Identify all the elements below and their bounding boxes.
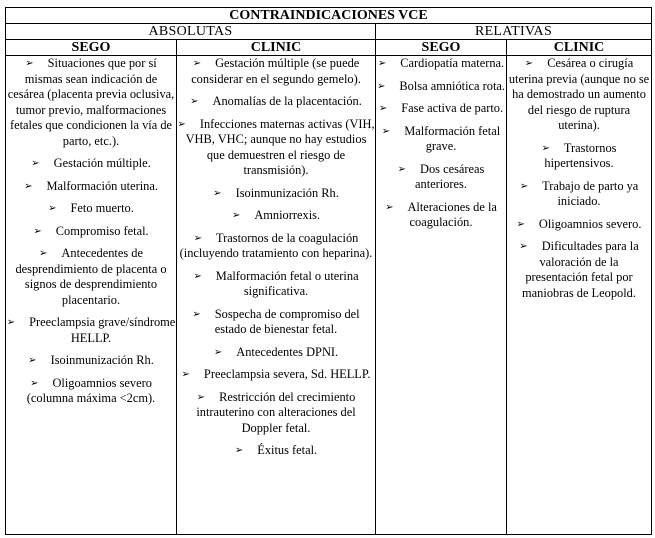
- list-item-text: Alteraciones de la coagulación.: [407, 199, 497, 229]
- list-item: [376, 162, 506, 193]
- list-relativas-clinic: [507, 56, 651, 301]
- source-row: [6, 40, 652, 56]
- cell-absolutas-clinic: [177, 56, 376, 535]
- arrowhead-bullet-icon: ➢: [378, 103, 388, 114]
- list-item-text: Restricción del crecimiento intrauterino con alteraciones del Doppler fetal.: [196, 389, 356, 435]
- list-item: [376, 101, 506, 117]
- list-item-text: Anomalías de la placentación.: [212, 94, 362, 108]
- list-item: [6, 246, 176, 308]
- list-item-text: Trastornos hipertensivos.: [544, 140, 617, 170]
- list-item: [6, 376, 176, 407]
- list-item: [177, 443, 375, 459]
- arrowhead-bullet-icon: ➢: [30, 377, 39, 389]
- list-item: [507, 141, 651, 172]
- list-item: [177, 208, 375, 224]
- list-item: [177, 367, 375, 383]
- arrowhead-bullet-icon: ➢: [397, 163, 407, 175]
- list-item: [6, 201, 176, 217]
- list-item: [507, 56, 651, 134]
- list-item: [376, 79, 506, 95]
- list-item-text: Oligoamnios severo (columna máxima <2cm).: [26, 375, 156, 405]
- arrowhead-bullet-icon: ➢: [196, 391, 206, 403]
- arrowhead-bullet-icon: ➢: [213, 187, 222, 199]
- arrowhead-bullet-icon: ➢: [234, 445, 244, 456]
- arrowhead-bullet-icon: ➢: [177, 118, 186, 130]
- list-item-text: Dificultades para la valoración de la presentación fetal por maniobras de Leopold.: [522, 239, 639, 300]
- group-row: [6, 24, 652, 40]
- list-item: [177, 345, 375, 361]
- list-item-text: Fase activa de parto.: [401, 101, 504, 115]
- list-item: [507, 179, 651, 210]
- list-item: [6, 156, 176, 172]
- arrowhead-bullet-icon: ➢: [519, 241, 528, 252]
- list-item-text: Cesárea o cirugía uterina previa (aunque no se ha demostrado un aumento del riesgo de ruptura uterina).: [508, 56, 650, 132]
- list-item-text: Amniorrexis.: [254, 208, 321, 222]
- list-item-text: Trastornos de la coagulación (incluyendo tratamiento con heparina).: [179, 230, 373, 260]
- arrowhead-bullet-icon: ➢: [6, 317, 16, 328]
- list-item-text: Cardiopatía materna.: [400, 56, 505, 70]
- header-relativas-clinic: CLINIC: [507, 40, 652, 56]
- content-row: [6, 56, 652, 535]
- list-item-text: Antecedentes de desprendimiento de placenta o signos de desprendimiento placentario.: [15, 246, 167, 307]
- arrowhead-bullet-icon: ➢: [181, 369, 190, 380]
- list-item-text: Malformación fetal o uterina significativa.: [215, 268, 359, 298]
- list-item-text: Situaciones que por sí mismas sean indicación de cesárea (placenta previa oclusiva, tumor previo, malformaciones fetales que condicionen la vía de parto, etc.).: [7, 56, 175, 148]
- contraindicaciones-table: [5, 7, 652, 535]
- title-row: [6, 8, 652, 24]
- cell-absolutas-sego: [6, 56, 177, 535]
- list-item: [177, 56, 375, 87]
- list-item-text: Trabajo de parto ya iniciado.: [542, 178, 639, 208]
- list-item-text: Gestación múltiple (se puede considerar en el segundo gemelo).: [191, 56, 361, 86]
- arrowhead-bullet-icon: ➢: [190, 96, 199, 107]
- cell-relativas-clinic: [507, 56, 652, 535]
- list-item-text: Isoinmunización Rh.: [50, 353, 154, 367]
- list-item: [507, 239, 651, 301]
- arrowhead-bullet-icon: ➢: [376, 80, 386, 92]
- list-item-text: Antecedentes DPNI.: [236, 344, 339, 359]
- cell-relativas-sego: [376, 56, 507, 535]
- list-item-text: Malformación uterina.: [46, 178, 158, 193]
- list-item-text: Gestación múltiple.: [53, 156, 151, 170]
- list-item-text: Preeclampsia grave/síndrome HELLP.: [29, 315, 176, 345]
- group-relativas: RELATIVAS: [376, 24, 652, 40]
- list-item: [376, 124, 506, 155]
- arrowhead-bullet-icon: ➢: [31, 158, 40, 169]
- list-item-text: Malformación fetal grave.: [404, 123, 501, 153]
- header-absolutas-sego: SEGO: [6, 40, 177, 56]
- arrowhead-bullet-icon: ➢: [193, 232, 203, 244]
- list-item-text: Bolsa amniótica rota.: [399, 78, 506, 93]
- arrowhead-bullet-icon: ➢: [385, 201, 394, 213]
- list-item: [507, 217, 651, 233]
- list-absolutas-clinic: [177, 56, 375, 459]
- list-item-text: Infecciones maternas activas (VIH, VHB, VHC; aunque no hay estudios que demuestren el riesgo de transmisión).: [185, 116, 375, 177]
- arrowhead-bullet-icon: ➢: [381, 125, 391, 137]
- list-item: [6, 56, 176, 149]
- list-item: [177, 94, 375, 110]
- list-item-text: Sospecha de compromiso del estado de bienestar fetal.: [214, 306, 360, 336]
- table-title: CONTRAINDICACIONES VCE: [6, 8, 652, 24]
- list-item: [6, 179, 176, 195]
- arrowhead-bullet-icon: ➢: [24, 180, 33, 192]
- list-relativas-sego: [376, 56, 506, 231]
- list-item: [376, 200, 506, 231]
- group-absolutas: ABSOLUTAS: [6, 24, 376, 40]
- arrowhead-bullet-icon: ➢: [48, 203, 57, 214]
- list-item: [177, 269, 375, 300]
- arrowhead-bullet-icon: ➢: [25, 58, 34, 69]
- list-item-text: Oligoamnios severo.: [538, 216, 642, 231]
- list-item: [177, 307, 375, 338]
- arrowhead-bullet-icon: ➢: [519, 180, 529, 192]
- arrowhead-bullet-icon: ➢: [377, 58, 387, 69]
- list-item-text: Isoinmunización Rh.: [235, 185, 339, 200]
- arrowhead-bullet-icon: ➢: [33, 225, 42, 237]
- list-item: [6, 224, 176, 240]
- arrowhead-bullet-icon: ➢: [516, 218, 525, 230]
- list-item: [177, 117, 375, 179]
- list-item: [177, 390, 375, 437]
- arrowhead-bullet-icon: ➢: [524, 58, 534, 69]
- list-item: [177, 231, 375, 262]
- header-relativas-sego: SEGO: [376, 40, 507, 56]
- list-item: [376, 56, 506, 72]
- arrowhead-bullet-icon: ➢: [192, 58, 202, 69]
- list-item-text: Éxitus fetal.: [257, 443, 318, 457]
- header-absolutas-clinic: CLINIC: [177, 40, 376, 56]
- list-item: [6, 353, 176, 369]
- arrowhead-bullet-icon: ➢: [39, 248, 48, 259]
- list-item-text: Dos cesáreas anteriores.: [415, 161, 485, 191]
- arrowhead-bullet-icon: ➢: [213, 346, 223, 358]
- list-item: [177, 186, 375, 202]
- list-item-text: Compromiso fetal.: [55, 223, 149, 238]
- arrowhead-bullet-icon: ➢: [192, 308, 201, 320]
- arrowhead-bullet-icon: ➢: [28, 355, 37, 366]
- arrowhead-bullet-icon: ➢: [231, 210, 241, 221]
- arrowhead-bullet-icon: ➢: [541, 142, 550, 154]
- arrowhead-bullet-icon: ➢: [193, 270, 202, 282]
- list-item-text: Feto muerto.: [70, 201, 134, 215]
- list-item: [6, 315, 176, 346]
- list-absolutas-sego: [6, 56, 176, 407]
- list-item-text: Preeclampsia severa, Sd. HELLP.: [203, 367, 371, 381]
